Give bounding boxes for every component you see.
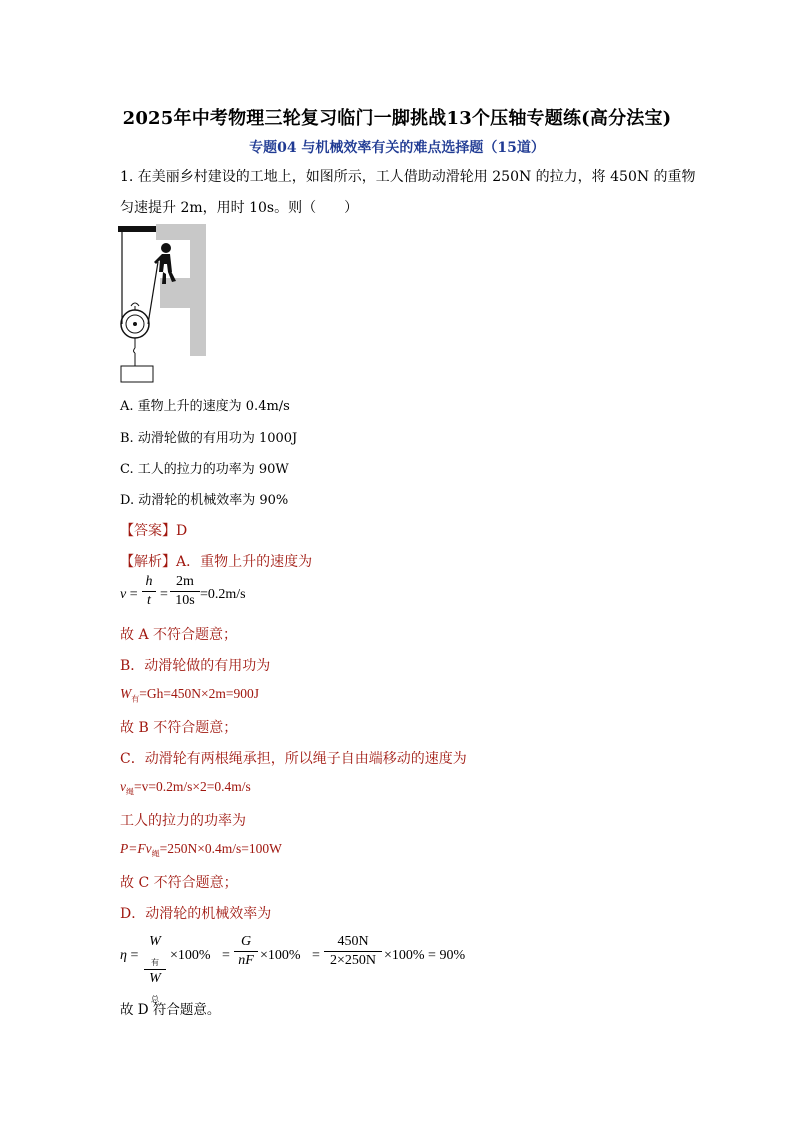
velocity-result: =0.2m/s	[200, 587, 246, 602]
weight-block	[121, 366, 153, 382]
answer-value: D	[176, 523, 188, 539]
option-a: A. 重物上升的速度为 0.4m/s	[120, 399, 290, 414]
formula-rope-speed	[120, 779, 251, 798]
formula-power	[120, 841, 282, 860]
sub-you: 有	[131, 694, 140, 704]
var-t: t	[147, 593, 151, 608]
useful-work-expr: =Gh=450N×2m=900J	[139, 686, 259, 701]
rope-speed-expr: =v=0.2m/s×2=0.4m/s	[134, 779, 251, 794]
analysis-label: 【解析】	[120, 554, 176, 570]
var-eta: η	[120, 948, 127, 963]
frac-2m: 2m	[176, 574, 194, 589]
sub-you-2: 有	[151, 957, 159, 967]
var-p-fv: P=Fv	[120, 841, 152, 856]
step-d-intro: D．动滑轮的机械效率为	[120, 906, 272, 922]
formula-velocity: v = h t = 2m 10s =0.2m/s	[120, 574, 246, 608]
ceiling-beam	[118, 226, 156, 232]
question-text-line-2: 匀速提升 2m，用时 10s。则（ ）	[120, 200, 359, 216]
pct-2: ×100%	[260, 948, 301, 963]
option-b: B. 动滑轮做的有用功为 1000J	[120, 431, 298, 446]
section-subtitle: 专题04 与机械效率有关的难点选择题（15道）	[249, 140, 545, 156]
answer-label: 【答案】	[120, 523, 176, 539]
step-c-power-intro: 工人的拉力的功率为	[120, 813, 246, 829]
pulley-diagram	[118, 224, 210, 384]
step-d-conclusion: 故 D 符合题意。	[120, 1002, 221, 1018]
sub-sheng: 绳	[126, 787, 134, 797]
var-v: v	[120, 587, 127, 602]
var-v-rope: v	[120, 779, 126, 794]
sub-zong: 总	[151, 994, 159, 1004]
step-a-conclusion: 故 A 不符合题意；	[120, 627, 238, 643]
document-title: 2025年中考物理三轮复习临门一脚挑战13个压轴专题练(高分法宝)	[122, 108, 672, 129]
step-b-conclusion: 故 B 不符合题意；	[120, 720, 238, 736]
formula-useful-work	[120, 686, 259, 705]
frac-10s: 10s	[175, 593, 195, 608]
var-g: G	[240, 934, 252, 949]
frac-450n: 450N	[337, 934, 369, 949]
option-c: C. 工人的拉力的功率为 90W	[120, 462, 289, 477]
pct-3-result: ×100% = 90%	[384, 948, 466, 963]
var-nf: nF	[238, 953, 254, 968]
step-c-intro: C．动滑轮有两根绳承担，所以绳子自由端移动的速度为	[120, 751, 467, 767]
step-a-intro: A．重物上升的速度为	[176, 554, 313, 570]
option-d: D. 动滑轮的机械效率为 90%	[120, 493, 289, 508]
power-expr: =250N×0.4m/s=100W	[159, 841, 282, 856]
pct-1: ×100%	[170, 948, 211, 963]
analysis-a-intro	[120, 551, 312, 571]
frac-2x250n: 2×250N	[329, 953, 376, 968]
step-b-intro: B．动滑轮做的有用功为	[120, 658, 271, 674]
var-w-den: W	[149, 970, 161, 986]
question-text-line-1: 1. 在美丽乡村建设的工地上，如图所示，工人借助动滑轮用 250N 的拉力，将 450N 的重物	[120, 169, 696, 185]
var-h: h	[145, 574, 153, 589]
var-w-num: W	[149, 934, 161, 949]
var-w: W	[120, 686, 132, 701]
answer-line	[120, 520, 187, 540]
step-c-conclusion: 故 C 不符合题意；	[120, 875, 238, 891]
sub-sheng-2: 绳	[151, 849, 160, 859]
formula-efficiency: η = $W_有$ $W_总$ ×100% = G nF ×100% = 450N 2×250N ×100% = 90%	[120, 934, 466, 1004]
